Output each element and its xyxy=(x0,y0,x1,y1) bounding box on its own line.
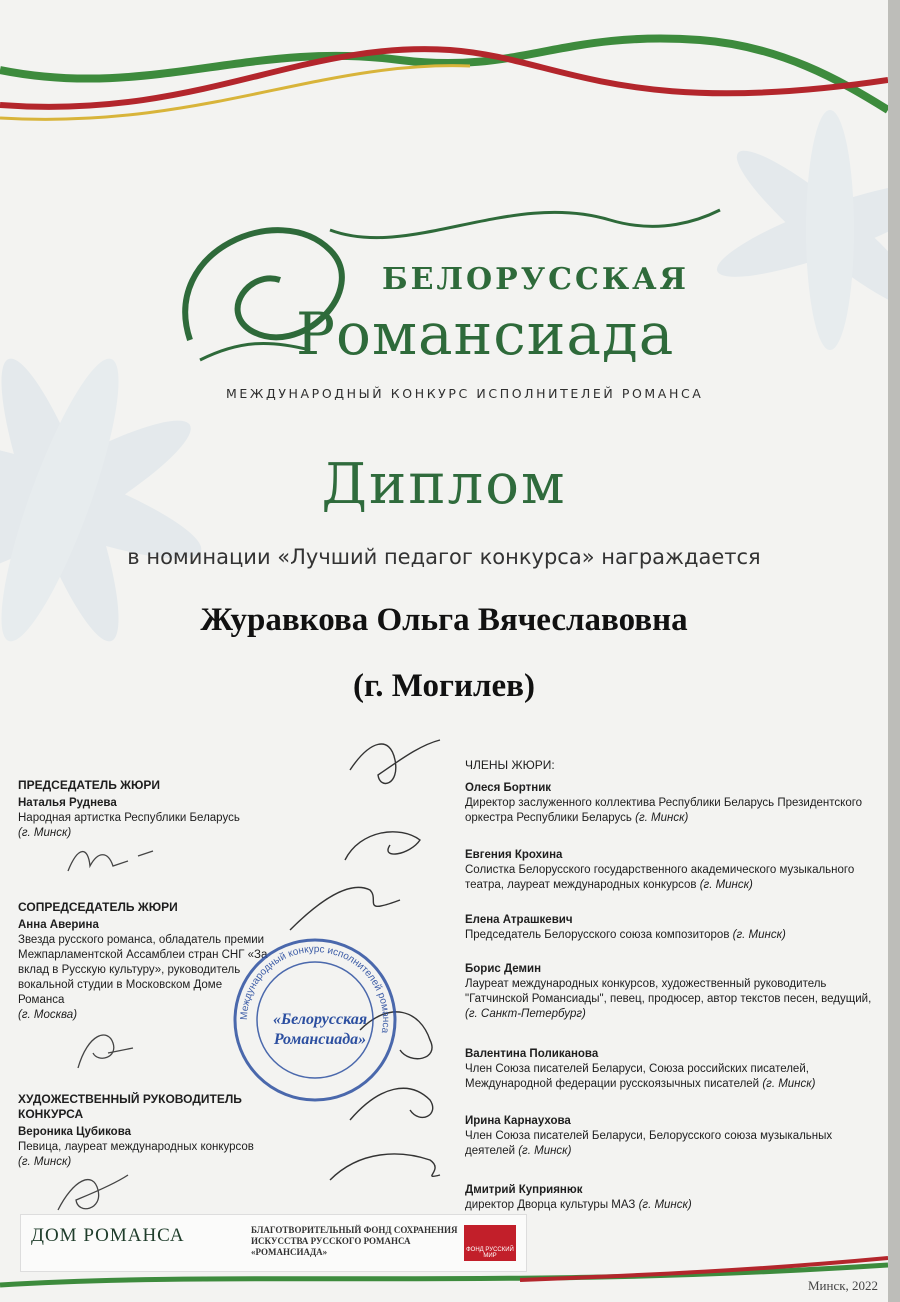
chair-name: Наталья Руднева xyxy=(18,797,117,809)
jury-member-name: Валентина Поликанова xyxy=(465,1048,599,1060)
art-director-role: Певица, лауреат международных конкурсов xyxy=(18,1141,254,1153)
awardee-name: Журавкова Ольга Вячеславовна xyxy=(200,602,688,638)
logo-line2: Романсиада xyxy=(296,300,675,368)
stamp-center-text: «Белорусская Романсиада» xyxy=(272,1011,368,1048)
jury-member-city: (г. Минск) xyxy=(638,1199,692,1211)
place-year: Минск, 2022 xyxy=(808,1278,879,1293)
russkiy-mir-label: ФОНД РУССКИЙ МИР xyxy=(466,1247,514,1259)
cochair-role: Звезда русского романса, обладатель премии Межпарламентской Ассамблеи стран СНГ «За вклад в Русскую культуру», руководитель вокальной студии в Московском Доме Романса xyxy=(18,934,268,1006)
jury-member-city: (г. Минск) xyxy=(732,929,786,941)
logo-line1: БЕЛОРУССКАЯ xyxy=(382,262,689,297)
chair-heading: ПРЕДСЕДАТЕЛЬ ЖЮРИ xyxy=(18,778,161,792)
jury-member-role: Лауреат международных конкурсов, художественный руководитель "Гатчинской Романсиады", певец, продюсер, автор текстов песен, ведущий, xyxy=(465,978,872,1005)
jury-member-role: Председатель Белорусского союза композиторов xyxy=(465,929,730,941)
jury-member-name: Борис Демин xyxy=(465,963,542,975)
jury-member-role: директор Дворца культуры МАЗ xyxy=(465,1199,636,1211)
jury-member-city: (г. Минск) xyxy=(762,1078,816,1090)
jury-member-name: Дмитрий Куприянюк xyxy=(465,1184,583,1196)
jury-member-role: Солистка Белорусского государственного академического музыкального театра, лауреат международных конкурсов xyxy=(465,864,855,891)
logo-tagline: МЕЖДУНАРОДНЫЙ КОНКУРС ИСПОЛНИТЕЛЕЙ РОМАНСА xyxy=(226,386,704,401)
nomination-text: в номинации «Лучший педагог конкурса» награждается xyxy=(127,545,761,569)
dom-romansa-logo: ДОМ РОМАНСА xyxy=(31,1225,185,1246)
jury-heading: ЧЛЕНЫ ЖЮРИ: xyxy=(465,758,555,772)
jury-member-city: (г. Минск) xyxy=(518,1145,572,1157)
art-director-heading: ХУДОЖЕСТВЕННЫЙ РУКОВОДИТЕЛЬ КОНКУРСА xyxy=(18,1092,242,1121)
russkiy-mir-logo xyxy=(464,1225,516,1261)
art-director-name: Вероника Цубикова xyxy=(18,1126,132,1138)
jury-member-name: Евгения Крохина xyxy=(465,849,563,861)
jury-member-name: Елена Атрашкевич xyxy=(465,914,573,926)
chair-role: Народная артистка Республики Беларусь xyxy=(18,812,240,824)
cochair-name: Анна Аверина xyxy=(18,919,99,931)
jury-member-city: (г. Санкт-Петербург) xyxy=(465,1008,586,1020)
jury-member-city: (г. Минск) xyxy=(635,812,689,824)
stamp-ring-text: Международный конкурс исполнителей романса xyxy=(238,943,392,1034)
footer-sponsors xyxy=(20,1214,527,1272)
cochair-city: (г. Москва) xyxy=(18,1009,78,1021)
cochair-heading: СОПРЕДСЕДАТЕЛЬ ЖЮРИ xyxy=(18,900,178,914)
jury-member-city: (г. Минск) xyxy=(699,879,753,891)
jury-member-role: Директор заслуженного коллектива Республики Беларусь Президентского оркестра Республики Беларусь xyxy=(465,797,863,824)
jury-member-role: Член Союза писателей Беларуси, Белорусского союза музыкальных деятелей xyxy=(465,1130,833,1157)
awardee-city: (г. Могилев) xyxy=(353,668,535,704)
jury-member-name: Олеся Бортник xyxy=(465,782,552,794)
jury-member-name: Ирина Карнаухова xyxy=(465,1115,571,1127)
diploma-title: Диплом xyxy=(321,452,567,517)
jury-member-role: Член Союза писателей Беларуси, Союза российских писателей, Международной федерации русскоязычных писателей xyxy=(465,1063,809,1090)
fund-romansiada-logo: БЛАГОТВОРИТЕЛЬНЫЙ ФОНД СОХРАНЕНИЯ ИСКУССТВА РУССКОГО РОМАНСА «РОМАНСИАДА» xyxy=(251,1225,458,1257)
paper-edge xyxy=(888,0,900,1302)
art-director-city: (г. Минск) xyxy=(18,1156,72,1168)
chair-city: (г. Минск) xyxy=(18,827,72,839)
